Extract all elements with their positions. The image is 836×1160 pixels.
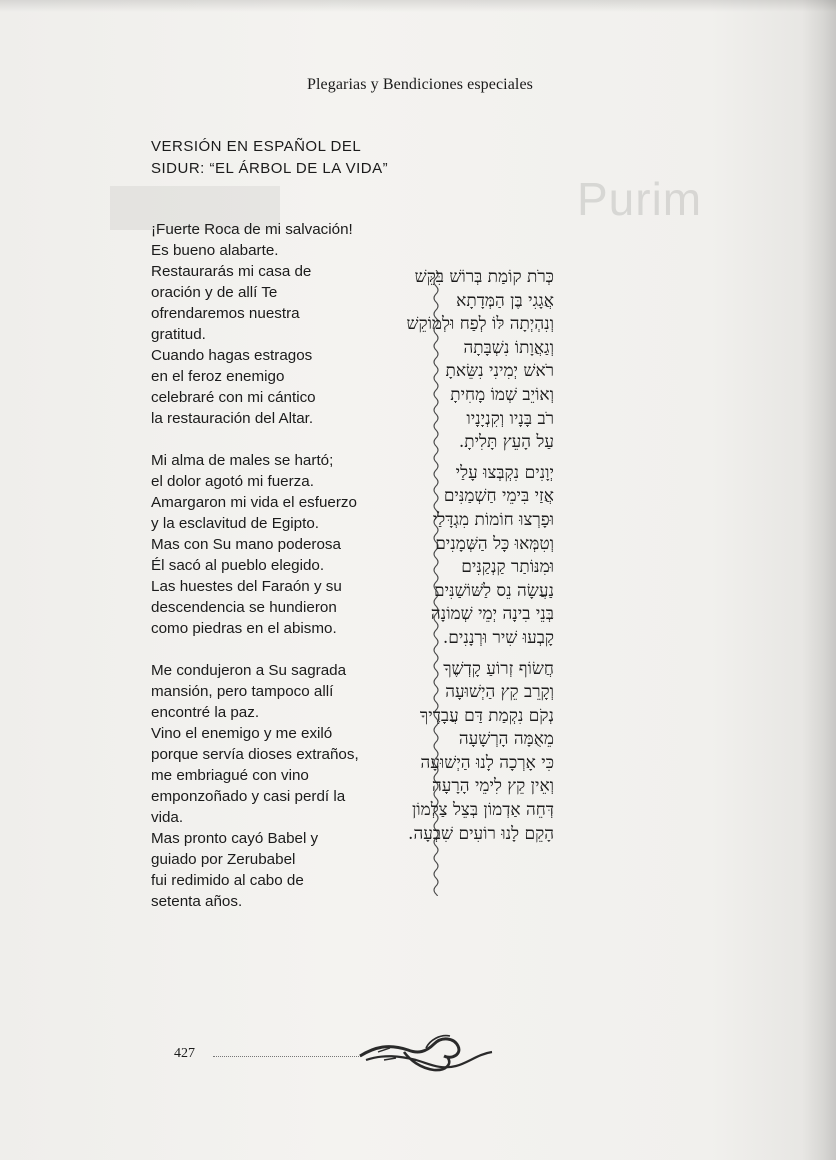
spanish-line: Mi alma de males se hartó; — [151, 452, 334, 469]
hebrew-line: חֲשׂוֹף זְרוֹעַ קָדְשֶׁךָ — [443, 658, 554, 679]
hebrew-line: רֹאשׁ יְמִינִי נִשֵּׂאתָ — [445, 361, 554, 382]
spanish-line: y la esclavitud de Egipto. — [151, 515, 320, 532]
spanish-text — [151, 219, 401, 933]
hebrew-line: מֵאֻמָּה הָרְשָׁעָה — [458, 729, 554, 750]
page-top-shadow — [0, 0, 836, 12]
spanish-line: porque servía dioses extraños, — [151, 746, 359, 763]
spanish-line: gratitud. — [151, 326, 206, 343]
spanish-line: celebraré con mi cántico — [151, 389, 316, 406]
spanish-line: vida. — [151, 809, 184, 826]
spanish-line: Cuando hagas estragos — [151, 347, 313, 364]
section-title: VERSIÓN EN ESPAÑOL DEL SIDUR: “EL ÁRBOL DE LA VIDA” — [151, 138, 389, 177]
spanish-line: setenta años. — [151, 893, 243, 910]
spanish-line: Mas pronto cayó Babel y — [151, 830, 319, 847]
hebrew-line: וְגַאֲוָתוֹ נִשְׁבָּתָה — [463, 337, 554, 358]
hebrew-line: וְאוֹיֵב שְׁמוֹ מָחִיתָ — [450, 384, 554, 405]
spanish-line: la restauración del Altar. — [151, 410, 314, 427]
spanish-line: ¡Fuerte Roca de mi salvación! — [151, 221, 353, 238]
hebrew-line: אֲגָגִי בֶּן הַמְּדָתָא — [456, 290, 554, 311]
hebrew-line: וּפָרְצוּ חוֹמוֹת מִגְדָּלַי — [432, 509, 554, 530]
hebrew-line: אֲזַי בִּימֵי חַשְׁמַנִּים — [443, 486, 554, 507]
spanish-line: encontré la paz. — [151, 704, 260, 721]
hebrew-line: וְנִהְיְתָה לּוֹ לְפַח וּלְמוֹקֵשׁ — [406, 314, 554, 335]
hebrew-line: יְוָנִים נִקְבְּצוּ עָלַי — [455, 462, 554, 483]
hebrew-line: כִּי אָרְכָה לָנוּ הַיְשׁוּעָה — [420, 752, 554, 773]
hebrew-line: וְטִמְּאוּ כָּל הַשְּׁמָנִים — [435, 533, 554, 554]
spanish-line: el dolor agotó mi fuerza. — [151, 473, 314, 490]
spanish-line: Las huestes del Faraón y su — [151, 578, 342, 595]
spanish-line: descendencia se hundieron — [151, 599, 337, 616]
hebrew-line: בְּנֵי בִינָה יְמֵי שְׁמוֹנָה — [430, 604, 554, 625]
hebrew-line: רֹב בָּנָיו וְקִנְיָנָיו — [466, 408, 554, 429]
spanish-line: Me condujeron a Su sagrada — [151, 662, 347, 679]
hebrew-line: וּמִנּוֹתַר קַנְקַנִּים — [461, 557, 554, 578]
hebrew-line: דְּחֵה אַדְמוֹן בְּצֵל צַלְמוֹן — [411, 800, 554, 821]
footer-ornament — [356, 1030, 496, 1078]
spanish-line: oración y de allí Te — [151, 284, 278, 301]
spanish-line: guiado por Zerubabel — [151, 851, 296, 868]
spanish-stanza — [151, 450, 401, 639]
spanish-stanza — [151, 660, 401, 912]
hebrew-stanza — [406, 266, 554, 455]
hebrew-stanza — [406, 658, 554, 847]
hebrew-line: עַל הָעֵץ תָּלִיתָ. — [458, 432, 554, 453]
spanish-line: mansión, pero tampoco allí — [151, 683, 334, 700]
running-header: Plegarias y Bendiciones especiales — [307, 76, 533, 93]
spanish-line: como piedras en el abismo. — [151, 620, 337, 637]
spanish-line: Él sacó al pueblo elegido. — [151, 557, 325, 574]
spanish-line: ofrendaremos nuestra — [151, 305, 300, 322]
spanish-line: Amargaron mi vida el esfuerzo — [151, 494, 357, 511]
spanish-stanza — [151, 219, 401, 429]
hebrew-line: הָקֵם לָנוּ רוֹעִים שִׁבְעָה. — [408, 823, 554, 844]
spanish-line: Es bueno alabarte. — [151, 242, 279, 259]
spanish-line: me embriagué con vino — [151, 767, 309, 784]
hebrew-text — [406, 266, 554, 853]
spanish-line: emponzoñado y casi perdí la — [151, 788, 346, 805]
hebrew-line: וְקָרֵב קֵץ הַיְשׁוּעָה — [445, 682, 554, 703]
spanish-line: Restaurarás mi casa de — [151, 263, 312, 280]
hebrew-line: נַעֲשָׂה נֵס לַשּׁוֹשַׁנִּים — [434, 580, 554, 601]
spanish-line: Mas con Su mano poderosa — [151, 536, 341, 553]
spanish-line: Vino el enemigo y me exiló — [151, 725, 333, 742]
footer-dotted-rule — [213, 1056, 361, 1057]
hebrew-line: נְקֹם נִקְמַת דַּם עֲבָדֶיךָ — [419, 705, 554, 726]
page-number: 427 — [174, 1046, 195, 1061]
show-through-heading: Purim — [577, 173, 703, 225]
spanish-line: en el feroz enemigo — [151, 368, 285, 385]
page-binding-shadow — [802, 0, 836, 1160]
hebrew-line: קָבְעוּ שִׁיר וּרְנָנִים. — [442, 627, 554, 648]
hebrew-line: כְּרֹת קוֹמַת בְּרוֹשׁ בִּקֵּשׁ — [414, 267, 554, 287]
spanish-line: fui redimido al cabo de — [151, 872, 304, 889]
hebrew-line: וְאֵין קֵץ לִימֵי הָרָעָה — [432, 776, 554, 797]
hebrew-stanza — [406, 462, 554, 651]
